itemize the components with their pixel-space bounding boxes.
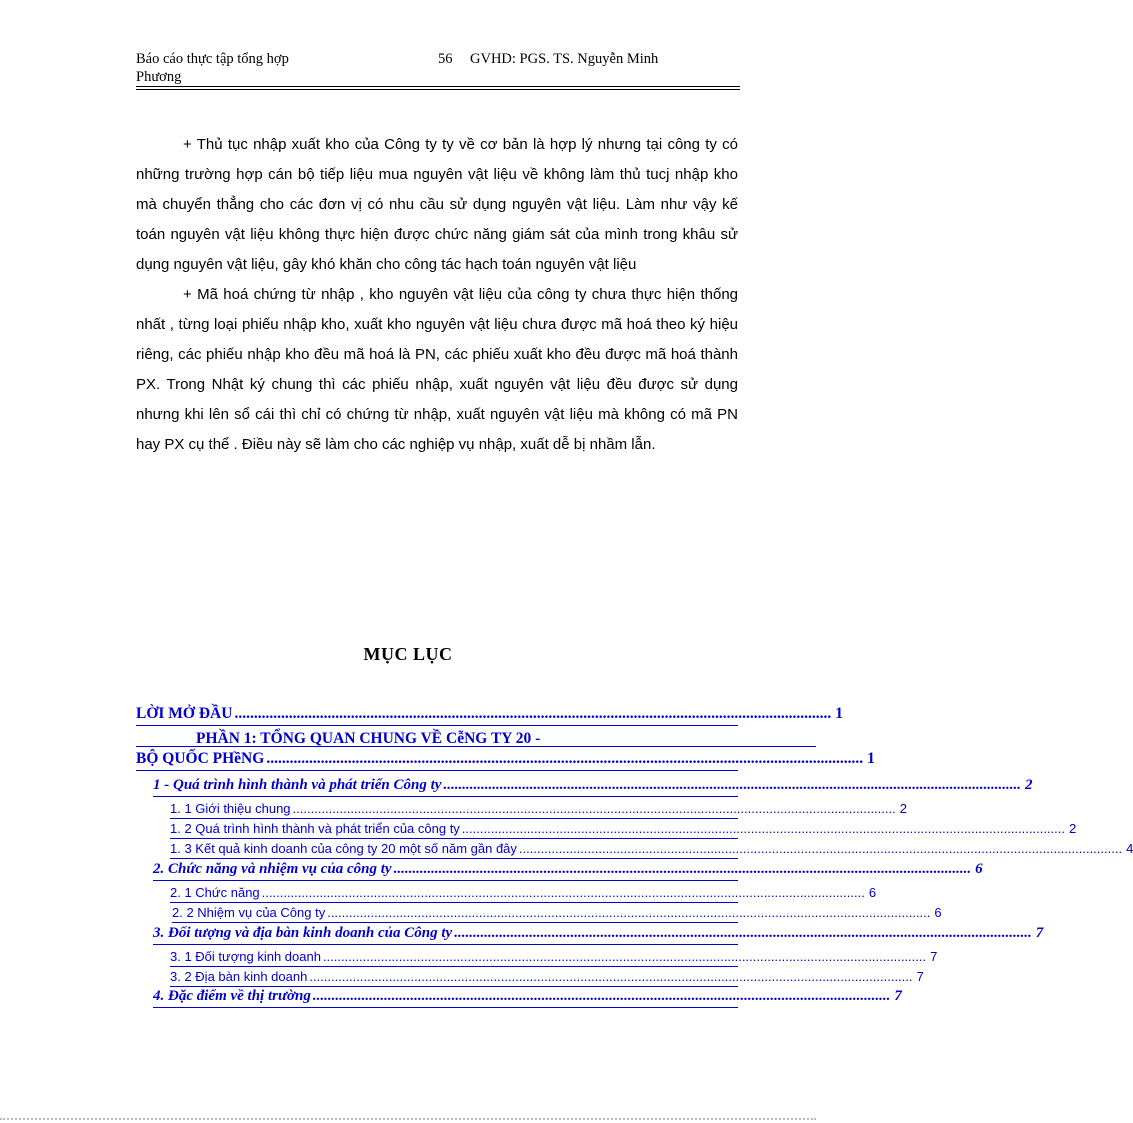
toc-entry-page: 4: [1126, 841, 1133, 856]
page-bottom-border: [0, 1118, 816, 1120]
toc-entry-page: 7: [916, 969, 924, 984]
toc-leader: ..........................................................................................................................................................: [393, 861, 972, 877]
toc-entry-text: 3. 2 Địa bàn kinh doanh: [170, 969, 308, 984]
toc-leader: .......................................................................................................................................................................: [261, 885, 865, 900]
toc-entry-section-1[interactable]: [153, 775, 1033, 797]
toc-leader: ..........................................................................................................................................................: [443, 777, 1021, 793]
toc-entry-page: 2: [1024, 777, 1033, 793]
toc-entry-page: 6: [868, 885, 877, 900]
toc-leader: ..........................................................................................................................................................: [312, 988, 891, 1004]
toc-entry-page: 6: [975, 861, 983, 877]
toc-entry-text: 1 - Quá trình hình thành và phát triển Công ty: [153, 777, 442, 793]
header-advisor-continued: Phương: [136, 69, 182, 85]
toc-leader: ..........................................................................................................................................................: [454, 925, 1032, 941]
toc-entry-text: BỘ QUỐC PHềNG: [136, 750, 265, 767]
toc-entry-page: 1: [867, 750, 875, 767]
toc-entry-text: 1. 2 Quá trình hình thành và phát triển của công ty: [170, 821, 460, 836]
toc-entry-page: 2: [1069, 821, 1077, 836]
toc-entry-section-2[interactable]: [153, 859, 983, 881]
toc-entry-text: 1. 1 Giới thiệu chung: [170, 801, 291, 816]
toc-entry-page: 7: [930, 949, 938, 964]
toc-entry-bo-quoc-phong[interactable]: [136, 748, 875, 771]
toc-entry-page: 6: [934, 905, 942, 920]
toc-entry-section-3[interactable]: [153, 923, 1044, 945]
toc-entry-section-4[interactable]: [153, 986, 902, 1008]
toc-entry-text: 3. 1 Đối tượng kinh doanh: [170, 949, 321, 964]
toc-entry-text: LỜI MỞ ĐẦU: [136, 705, 233, 722]
paragraph: + Thủ tục nhập xuất kho của Công ty ty về cơ bản là hợp lý nhưng tại công ty có những trường hợp cán bộ tiếp liệu mua nguyên vật liệu về không làm thủ tucj nhập kho mà chuyển thẳng cho các đơn vị có nhu cầu sử dụng nguyên vật liệu. Làm như vậy kế toán nguyên vật liệu không thực hiện được chức năng giám sát của mình trong khâu sử dụng nguyên vật liệu, gây khó khăn cho công tác hạch toán nguyên vật liệu: [136, 136, 738, 273]
toc-entry-text: 2. 1 Chức năng: [170, 885, 260, 900]
toc-entry-text: 3. Đối tượng và địa bàn kinh doanh của Công ty: [153, 925, 453, 941]
toc-part-heading[interactable]: PHẦN 1: TỔNG QUAN CHUNG VỀ CễNG TY 20 -: [196, 730, 541, 747]
header-report-title: Báo cáo thực tập tổng hợp: [136, 51, 289, 67]
toc-entry-3-2[interactable]: [170, 968, 924, 987]
toc-title: MỤC LỤC: [363, 644, 453, 664]
header-advisor: GVHD: PGS. TS. Nguyễn Minh: [470, 51, 659, 67]
toc-leader: .......................................................................................................................................................................: [461, 821, 1065, 836]
toc-entry-2-1[interactable]: [170, 884, 877, 903]
toc-leader: .......................................................................................................................................................................: [309, 969, 913, 984]
toc-entry-1-2[interactable]: [170, 820, 1077, 839]
toc-leader: .......................................................................................................................................................................: [292, 801, 896, 816]
toc-leader: .......................................................................................................................................................................: [518, 841, 1123, 856]
toc-entry-3-1[interactable]: [170, 948, 938, 967]
toc-entry-text: 4. Đặc điểm về thị trường: [153, 988, 311, 1004]
toc-entry-page: 1: [835, 705, 843, 722]
toc-leader: ..........................................................................................................................................................: [266, 750, 864, 767]
toc-part-underline: [136, 746, 816, 747]
toc-entry-page: 7: [1035, 925, 1044, 941]
toc-leader: .......................................................................................................................................................................: [327, 905, 931, 920]
toc-entry-page: 7: [894, 988, 902, 1004]
toc-leader: .......................................................................................................................................................................: [322, 949, 927, 964]
toc-entry-text: 2. Chức năng và nhiệm vụ của công ty: [153, 861, 392, 877]
toc-entry-page: 2: [899, 801, 907, 816]
header-page-number: 56: [438, 51, 453, 67]
toc-entry-loi-mo-dau[interactable]: [136, 703, 843, 726]
toc-entry-1-3[interactable]: [170, 840, 1133, 859]
toc-entry-2-2[interactable]: [172, 904, 942, 923]
toc-entry-1-1[interactable]: [170, 800, 907, 819]
toc-entry-text: 1. 3 Kết quả kinh doanh của công ty 20 một số năm gần đây: [170, 841, 517, 856]
paragraph: + Mã hoá chứng từ nhập , kho nguyên vật liệu của công ty chưa thực hiện thống nhất , từng loại phiếu nhập kho, xuất kho nguyên vật liệu chưa được mã hoá theo ký hiệu riêng, các phiếu nhập kho đều mã hoá là PN, các phiếu xuất kho đều được mã hoá thành PX. Trong Nhật ký chung thì các phiếu nhập, xuất nguyên vật liệu đều được sử dụng nhưng khi lên sổ cái thì chỉ có chứng từ nhập, xuất nguyên vật liệu mà không có mã PN hay PX cụ thể . Điều này sẽ làm cho các nghiệp vụ nhập, xuất dễ bị nhầm lẫn.: [136, 286, 738, 453]
toc-leader: ..........................................................................................................................................................: [234, 705, 832, 722]
toc-entry-text: 2. 2 Nhiệm vụ của Công ty: [172, 905, 326, 920]
